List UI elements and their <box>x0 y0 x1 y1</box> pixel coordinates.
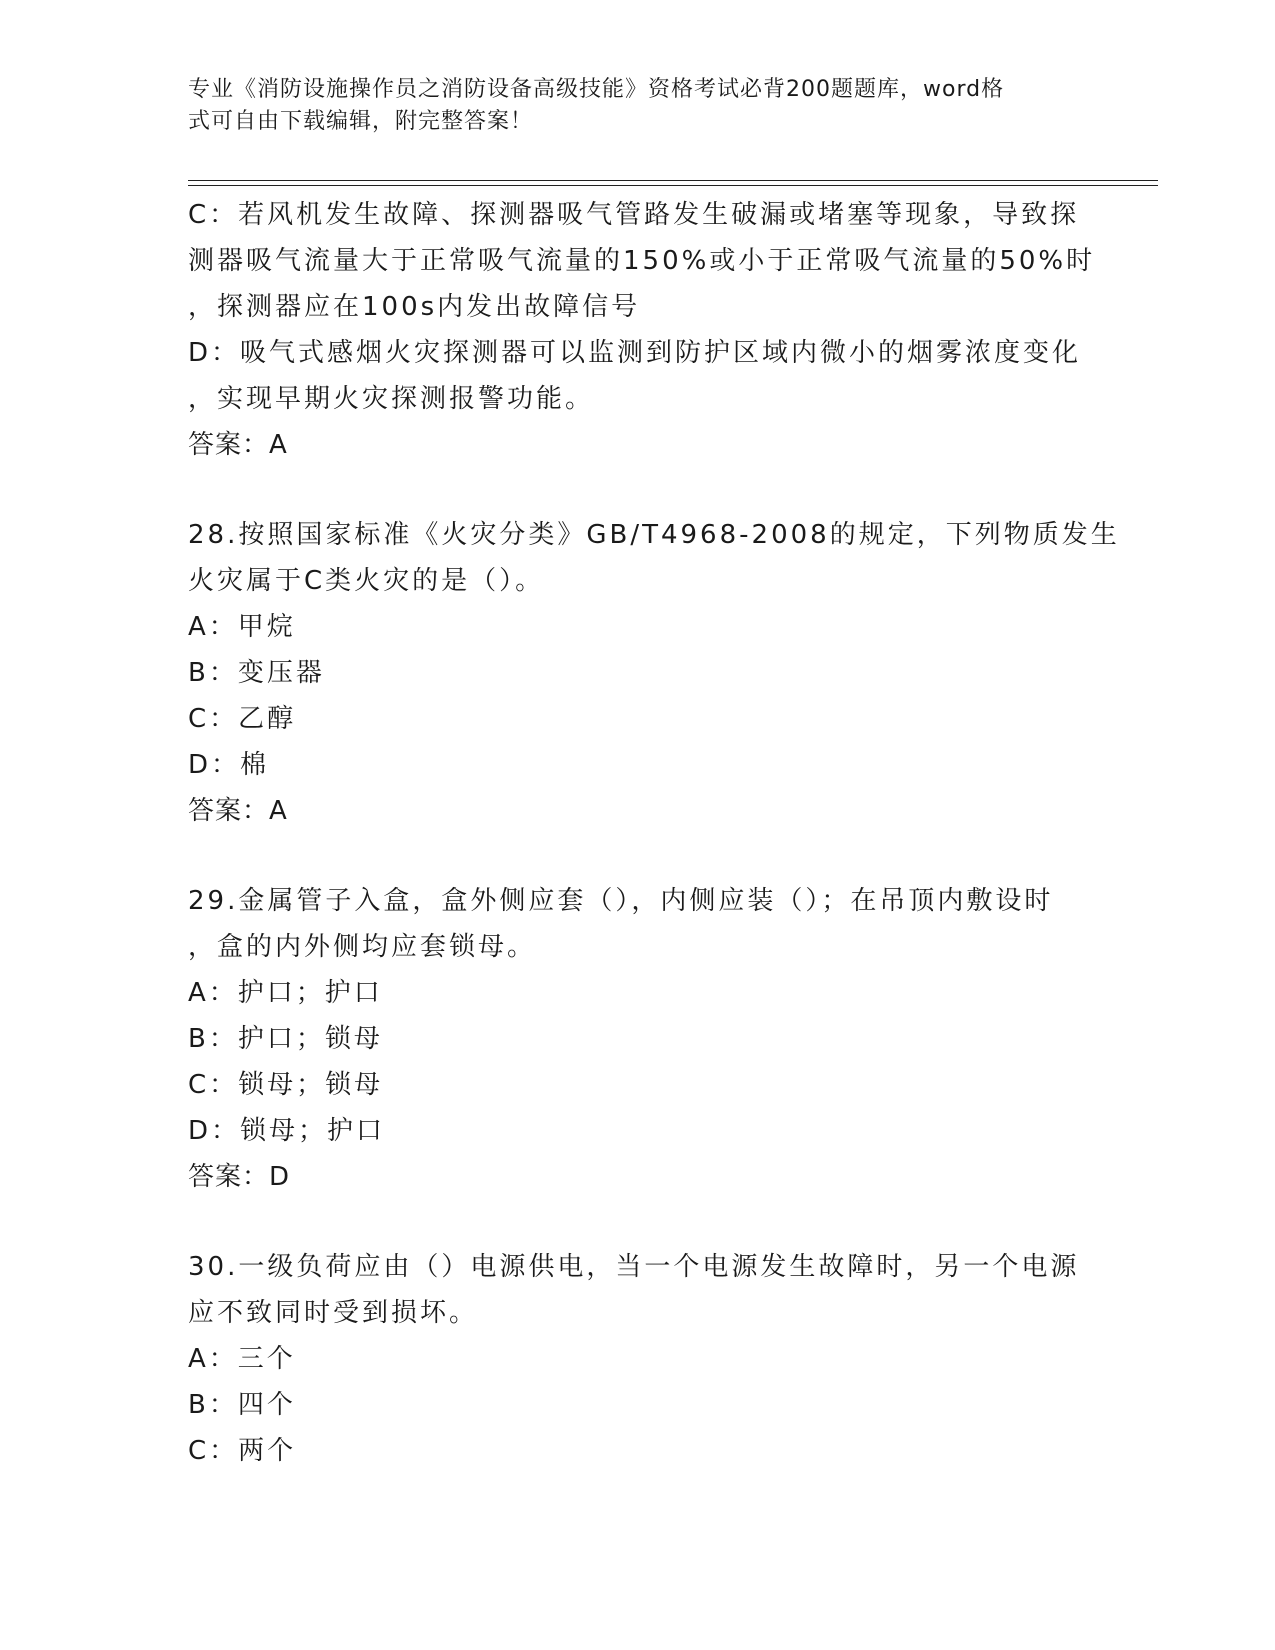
document-body <box>188 192 1120 1474</box>
option-d: D：棉 <box>188 750 270 780</box>
option-c: C：锁母；锁母 <box>188 1070 384 1100</box>
header-divider <box>188 185 1158 186</box>
option-c: C：两个 <box>188 1436 297 1466</box>
question-stem: ，盒的内外侧均应套锁母。 <box>188 932 537 962</box>
option-b: B：四个 <box>188 1390 296 1420</box>
question-stem: 30.一级负荷应由（）电源供电，当一个电源发生故障时，另一个电源 <box>188 1252 1080 1282</box>
answer-text: 答案：D <box>188 1162 291 1192</box>
header-line: 式可自由下载编辑，附完整答案！ <box>188 109 534 134</box>
question-stem: 29.金属管子入盒，盒外侧应套（），内侧应装（）；在吊顶内敷设时 <box>188 886 1054 916</box>
answer-text: 答案：A <box>188 796 288 826</box>
question-stem: 28.按照国家标准《火灾分类》GB/T4968-2008的规定，下列物质发生 <box>188 520 1120 550</box>
option-d-text: D：吸气式感烟火灾探测器可以监测到防护区域内微小的烟雾浓度变化 <box>188 338 1082 368</box>
header-line: 专业《消防设施操作员之消防设备高级技能》资格考试必背200题题库，word格 <box>188 77 1005 102</box>
question-stem: 应不致同时受到损坏。 <box>188 1298 479 1328</box>
question-28 <box>188 512 1120 834</box>
option-c-text: 测器吸气流量大于正常吸气流量的150%或小于正常吸气流量的50%时 <box>188 246 1096 276</box>
option-c-text: C：若风机发生故障、探测器吸气管路发生破漏或堵塞等现象，导致探 <box>188 200 1080 230</box>
header-divider <box>188 180 1158 181</box>
option-b: B：变压器 <box>188 658 325 688</box>
option-d-text: ，实现早期火灾探测报警功能。 <box>188 384 595 414</box>
question-stem: 火灾属于C类火灾的是（）。 <box>188 566 545 596</box>
answer-text: 答案：A <box>188 430 288 460</box>
option-a: A：护口；护口 <box>188 978 383 1008</box>
option-b: B：护口；锁母 <box>188 1024 383 1054</box>
option-a: A：甲烷 <box>188 612 296 642</box>
document-header <box>188 74 1088 138</box>
previous-question-continuation <box>188 192 1096 468</box>
question-30 <box>188 1244 1088 1474</box>
question-29 <box>188 878 1088 1200</box>
option-c-text: ，探测器应在100s内发出故障信号 <box>188 292 641 322</box>
option-c: C：乙醇 <box>188 704 297 734</box>
option-a: A：三个 <box>188 1344 296 1374</box>
option-d: D：锁母；护口 <box>188 1116 386 1146</box>
